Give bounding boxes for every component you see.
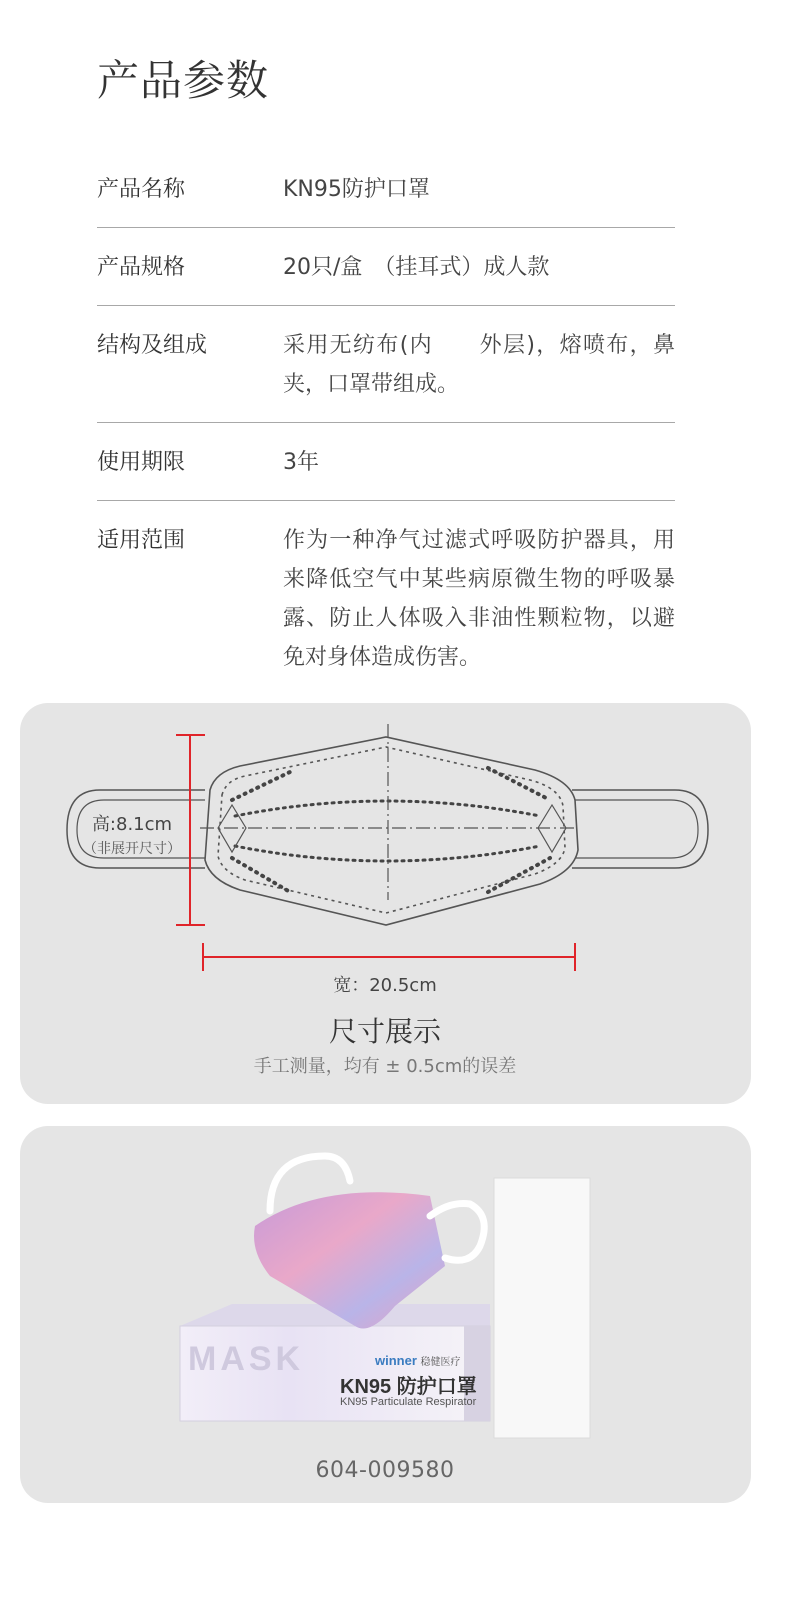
packaging-bag — [494, 1178, 590, 1438]
spec-value: KN95防护口罩 — [283, 177, 430, 202]
spec-label: 产品名称 — [97, 177, 186, 202]
spec-label: 适用范围 — [97, 528, 186, 553]
right-ear-loop — [572, 790, 708, 868]
height-value: 高:8.1cm — [91, 814, 173, 835]
right-ear-loop-inner — [572, 800, 698, 858]
spec-label: 结构及组成 — [97, 333, 208, 358]
mask-outline — [205, 737, 578, 925]
spec-value: 3年 — [283, 450, 319, 475]
box-brand-en: winner — [375, 1353, 417, 1368]
box-brand — [375, 1353, 461, 1368]
sku-number: 604-009580 — [315, 1458, 455, 1483]
spec-label: 产品规格 — [97, 255, 186, 280]
box-product-name: KN95 防护口罩 — [340, 1376, 477, 1398]
spec-value: 采用无纺布(内 外层)，熔喷布，鼻夹，口罩带组成。 — [283, 333, 675, 397]
box-mask-decoration: MASK — [188, 1340, 305, 1378]
size-note: 手工测量，均有 ± 0.5cm的误差 — [253, 1056, 517, 1077]
spec-value: 20只/盒 （挂耳式）成人款 — [283, 255, 550, 280]
spec-label: 使用期限 — [97, 450, 186, 475]
height-label — [72, 810, 192, 858]
box-brand-cn: 稳健医疗 — [420, 1357, 461, 1368]
box-product-subtitle: KN95 Particulate Respirator — [340, 1396, 477, 1408]
page-title: 产品参数 — [97, 56, 270, 105]
height-note: （非展开尺寸） — [83, 841, 181, 857]
width-label: 宽：20.5cm — [333, 975, 437, 996]
spec-value: 作为一种净气过滤式呼吸防护器具，用来降低空气中某些病原微生物的呼吸暴露、防止人体吸入非油性颗粒物，以避免对身体造成伤害。 — [283, 528, 675, 670]
size-title: 尺寸展示 — [328, 1015, 441, 1048]
